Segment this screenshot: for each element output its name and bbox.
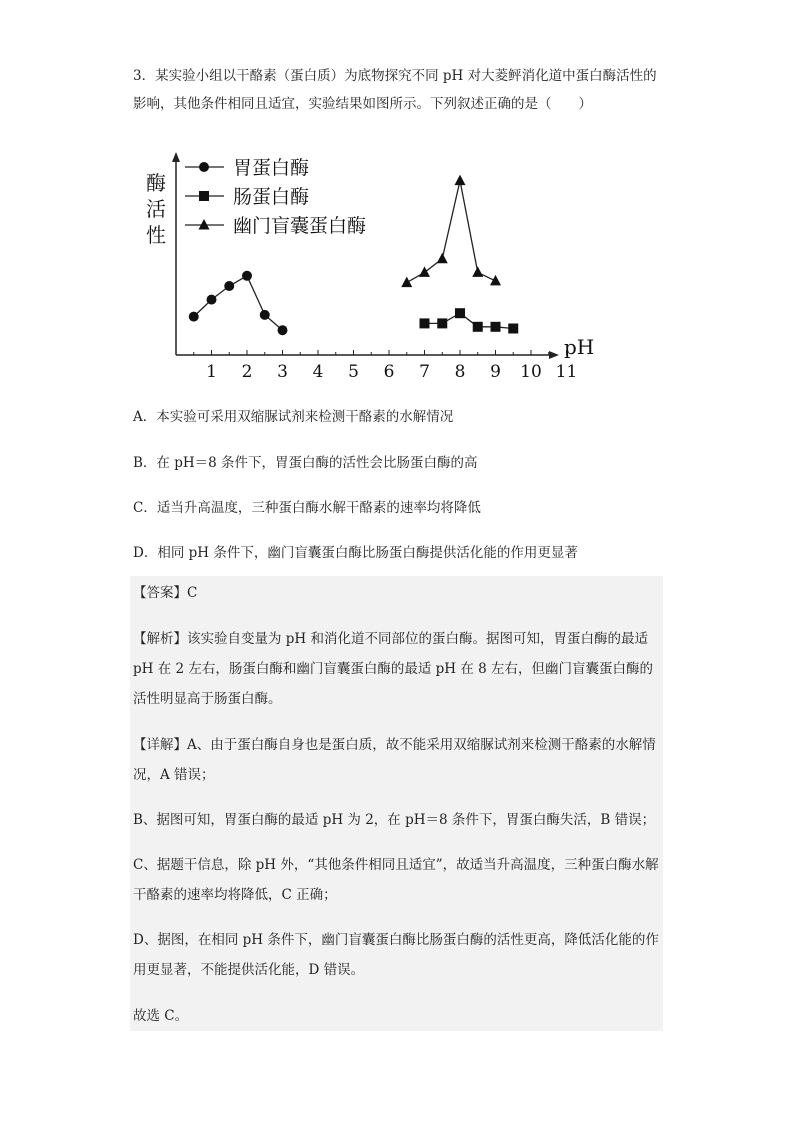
y-label-char: 酶	[146, 171, 166, 195]
series-triangle	[401, 175, 501, 288]
series-line	[407, 181, 496, 283]
point-marker	[455, 308, 465, 318]
question-stem: 3．某实验小组以干酪素（蛋白质）为底物探究不同 pH 对大菱鲆消化道中蛋白酶活性的影响，其他条件相同且适宜，实验结果如图所示。下列叙述正确的是（ ）	[133, 68, 657, 112]
legend-label: 肠蛋白酶	[233, 186, 310, 208]
x-tick-label: 10	[520, 362, 542, 380]
point-marker	[437, 253, 448, 263]
option-d: D．相同 pH 条件下，幽门盲囊蛋白酶比肠蛋白酶提供活化能的作用更显著	[133, 545, 578, 561]
x-tick-label: 1	[206, 362, 217, 380]
point-marker	[472, 266, 483, 277]
point-marker	[437, 318, 447, 328]
point-marker	[224, 281, 234, 291]
option-a: A．本实验可采用双缩脲试剂来检测干酪素的水解情况	[133, 409, 454, 425]
x-tick-label: 3	[277, 362, 288, 380]
point-marker	[491, 322, 501, 332]
series-square	[420, 308, 519, 333]
point-marker	[207, 295, 217, 305]
x-tick-label: 9	[490, 362, 501, 380]
answer-line: 【答案】C	[133, 585, 198, 601]
option-c: C．适当升高温度，三种蛋白酶水解干酪素的速率均将降低	[133, 500, 481, 516]
point-marker	[419, 266, 430, 277]
option-b: B．在 pH＝8 条件下，胃蛋白酶的活性会比肠蛋白酶的高	[133, 455, 478, 471]
series-line	[194, 276, 283, 330]
x-tick-label: 2	[241, 362, 253, 380]
detail-d: D、据图，在相同 pH 条件下，幽门盲囊蛋白酶比肠蛋白酶的活性更高，降低活化能的作用更显著，不能提供活化能，D 错误。	[133, 932, 659, 978]
x-tick-label: 4	[312, 362, 324, 380]
y-label-char: 活	[146, 197, 166, 221]
point-marker	[189, 312, 199, 322]
analysis-text: 【解析】该实验自变量为 pH 和消化道不同部位的蛋白酶。据图可知，胃蛋白酶的最适 pH 在 2 左右，肠蛋白酶和幽门盲囊蛋白酶的最适 pH 在 8 左右，但幽门盲囊蛋白酶的活性明显高于肠蛋白酶。	[133, 631, 654, 707]
x-axis-label: pH	[564, 335, 595, 359]
y-axis-arrow	[172, 152, 180, 162]
x-tick-label: 6	[383, 362, 395, 380]
legend-label: 胃蛋白酶	[233, 157, 310, 179]
point-marker	[260, 310, 270, 320]
point-marker	[508, 324, 518, 334]
point-marker	[473, 322, 483, 332]
y-label-char: 性	[146, 223, 166, 247]
x-tick-label: 11	[555, 362, 578, 380]
point-marker	[199, 162, 209, 172]
y-axis-label	[146, 171, 166, 247]
legend-label: 幽门盲囊蛋白酶	[233, 215, 367, 237]
point-marker	[420, 318, 430, 328]
enzyme-activity-chart	[140, 150, 610, 380]
x-tick-label: 5	[348, 362, 359, 380]
point-marker	[199, 191, 209, 201]
point-marker	[490, 275, 501, 286]
point-marker	[242, 271, 252, 281]
detail-a: 【详解】A、由于蛋白酶自身也是蛋白质，故不能采用双缩脲试剂来检测干酪素的水解情况，A 错误；	[133, 737, 656, 783]
point-marker	[278, 325, 288, 335]
chart-legend	[185, 157, 366, 237]
x-tick-label: 8	[454, 362, 466, 380]
detail-b: B、据图可知，胃蛋白酶的最适 pH 为 2，在 pH＝8 条件下，胃蛋白酶失活，B 错误；	[133, 812, 656, 828]
conclusion: 故选 C。	[133, 1008, 189, 1024]
x-tick-label: 7	[419, 362, 430, 380]
x-axis-arrow	[549, 351, 559, 359]
detail-c: C、据题干信息，除 pH 外，“其他条件相同且适宜”，故适当升高温度，三种蛋白酶水解干酪素的速率均将降低，C 正确；	[133, 857, 659, 903]
point-marker	[401, 277, 412, 288]
point-marker	[199, 219, 210, 230]
point-marker	[455, 175, 466, 186]
series-circle	[189, 271, 288, 335]
